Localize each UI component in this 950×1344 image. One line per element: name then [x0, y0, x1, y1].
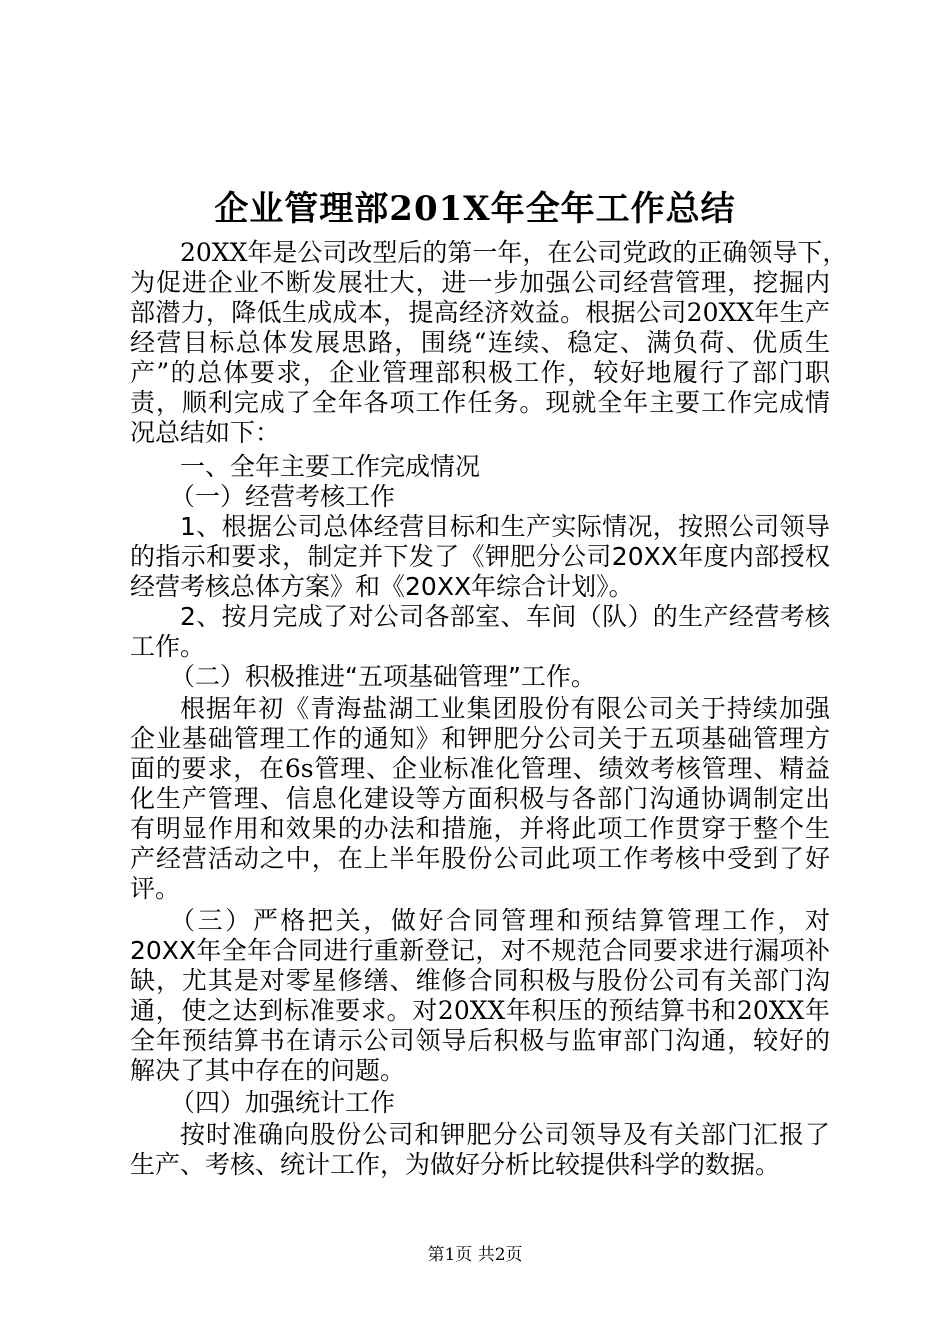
paragraph-line: 通，使之达到标准要求。对20XX年积压的预结算书和20XX年	[130, 996, 830, 1025]
subsection-heading: （一）经营考核工作	[170, 482, 396, 511]
paragraph-line: 产经营活动之中，在上半年股份公司此项工作考核中受到了好	[130, 844, 830, 873]
paragraph-line: 经营目标总体发展思路，围绕“连续、稳定、满负荷、优质生	[130, 328, 830, 357]
paragraph-line: 20XX年全年合同进行重新登记，对不规范合同要求进行漏项补	[130, 936, 830, 965]
paragraph-line: 解决了其中存在的问题。	[130, 1056, 406, 1085]
paragraph-line: 化生产管理、信息化建设等方面积极与各部门沟通协调制定出	[130, 784, 830, 813]
paragraph-line: 根据年初《青海盐湖工业集团股份有限公司关于持续加强	[180, 694, 830, 723]
paragraph-line: 经营考核总体方案》和《20XX年综合计划》。	[130, 572, 634, 601]
paragraph-line: 产”的总体要求，企业管理部积极工作，较好地履行了部门职	[130, 358, 830, 387]
paragraph-line: 部潜力，降低生成成本，提高经济效益。根据公司20XX年生产	[130, 298, 830, 327]
section-heading: 一、全年主要工作完成情况	[180, 452, 481, 481]
paragraph-line: 全年预结算书在请示公司领导后积极与监审部门沟通，较好的	[130, 1026, 830, 1055]
page-number: 第1页 共2页	[427, 1245, 523, 1265]
paragraph-line: 况总结如下：	[130, 418, 281, 447]
paragraph-line: 的指示和要求，制定并下发了《钾肥分公司20XX年度内部授权	[130, 542, 830, 571]
paragraph-line: 2、按月完成了对公司各部室、车间（队）的生产经营考核	[180, 602, 830, 631]
paragraph-line: 面的要求，在6s管理、企业标准化管理、绩效考核管理、精益	[130, 754, 830, 783]
document-title: 企业管理部201X年全年工作总结	[214, 189, 736, 229]
subsection-heading: （二）积极推进“五项基础管理”工作。	[170, 662, 596, 691]
paragraph-line: 有明显作用和效果的办法和措施，并将此项工作贯穿于整个生	[130, 814, 830, 843]
paragraph-line: 评。	[130, 874, 181, 903]
paragraph-line: 为促进企业不断发展壮大，进一步加强公司经营管理，挖掘内	[130, 268, 830, 297]
paragraph-line: 1、根据公司总体经营目标和生产实际情况，按照公司领导	[180, 512, 830, 541]
paragraph-line: 责，顺利完成了全年各项工作任务。现就全年主要工作完成情	[130, 388, 830, 417]
subsection-heading: （三）严格把关，做好合同管理和预结算管理工作，对	[170, 906, 830, 935]
paragraph-line: 生产、考核、统计工作，为做好分析比较提供科学的数据。	[130, 1150, 781, 1179]
subsection-heading: （四）加强统计工作	[170, 1088, 396, 1117]
paragraph-line: 20XX年是公司改型后的第一年，在公司党政的正确领导下，	[180, 238, 848, 267]
paragraph-line: 缺，尤其是对零星修缮、维修合同积极与股份公司有关部门沟	[130, 966, 830, 995]
paragraph-line: 企业基础管理工作的通知》和钾肥分公司关于五项基础管理方	[130, 724, 830, 753]
paragraph-line: 工作。	[130, 632, 206, 661]
paragraph-line: 按时准确向股份公司和钾肥分公司领导及有关部门汇报了	[180, 1120, 830, 1149]
